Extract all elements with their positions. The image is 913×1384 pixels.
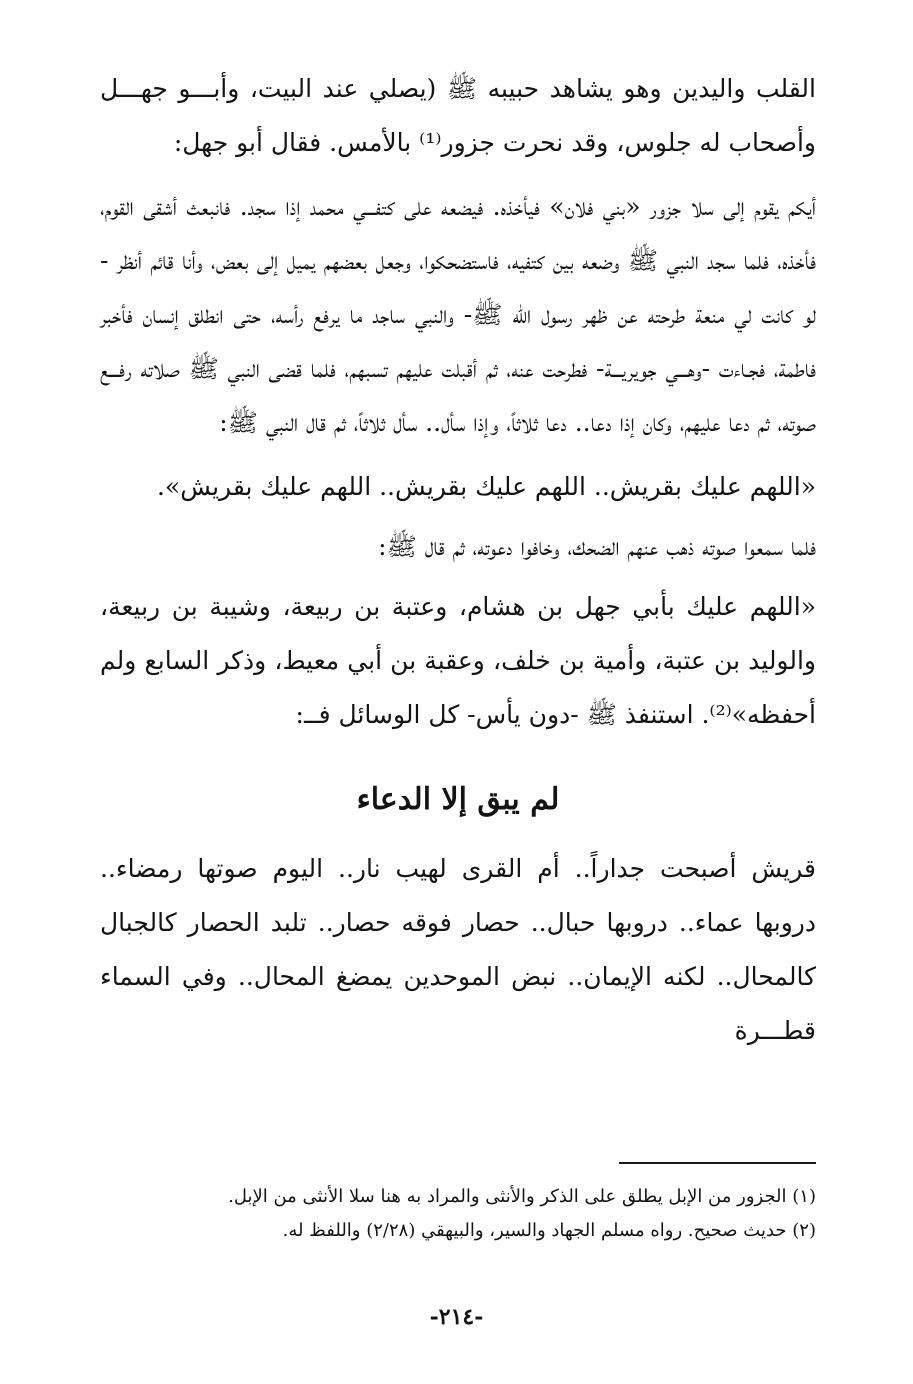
paragraph-6: قريش أصبحت جداراً.. أم القرى لهيب نار.. اليوم صوتها رمضاء.. دروبها عماء.. دروبها حبال.. حصار فوقه حصار.. تلبد الحصار كالجبال كالمحال.. لكنه الإيمان.. نبض الموحدين يمضغ المحال.. وفي السماء قطـــرة: [100, 854, 816, 1045]
paragraph-1: القلب واليدين وهو يشاهد حبيبه ﷺ (يصلي عند البيت، وأبـــو جهـــل وأصحاب له جلوس، وقد نحرت جزور⁽¹⁾ بالأمس. فقال أبو جهل:: [100, 74, 816, 157]
paragraph-3-quote: «اللهم عليك بقريش.. اللهم عليك بقريش.. اللهم عليك بقريش».: [156, 472, 816, 501]
page-number: -٢١٤-: [429, 1304, 484, 1330]
footnote-divider: [619, 1162, 816, 1164]
footnotes: [100, 1180, 816, 1248]
footnote-1: (١) الجزور من الإبل يطلق على الذكر والأنثى والمراد به هنا سلا الأنثى من الإبل.: [228, 1186, 816, 1207]
page-body: [100, 62, 816, 1058]
paragraph-5-quote: «اللهم عليك بأبي جهل بن هشام، وعتبة بن ربيعة، وشيبة بن ربيعة، والوليد بن عتبة، وأمية بن خلف، وعقبة بن أبي معيط، وذكر السابع ولم أحفظه»⁽²⁾. استنفذ ﷺ -دون يأس- كل الوسائل فــ:: [100, 592, 816, 729]
paragraph-4: فلما سمعوا صوته ذهب عنهم الضحك، وخافوا دعوته، ثم قال ﷺ:: [378, 532, 816, 561]
section-heading: لم يبق إلا الدعاء: [356, 782, 560, 817]
paragraph-2: أيكم يقوم إلى سلا جزور «بني فلان» فيأخذه. فيضعه على كتفـــي محمد إذا سجد. فانبعث أشقى القوم، فأخذه، فلما سجد النبي ﷺ وضعه بين كتفيه، فاستضحكوا، وجعل بعضهم يميل إلى بعض، وأنا قائم أنظر - لو كانت لي منعة طرحته عن ظهر رسول الله ﷺ- والنبي ساجد ما يرفع رأسه، حتى انطلق إنسان فأخبر فاطمة، فجـاءت -وهـــي جويريـــة- فطرحت عنه، ثم أقبلت عليهم تسبهم، فلما قضى النبي ﷺ صلاته رفـــع صوته، ثم دعا عليهم، وكان إذا دعا.. دعا ثلاثاً، وإذا سأل.. سأل ثلاثاً، ثم قال النبي ﷺ:: [100, 192, 816, 437]
footnote-2: (٢) حديث صحيح. رواه مسلم الجهاد والسير، والبيهقي (٢/٢٨) واللفظ له.: [282, 1220, 816, 1241]
